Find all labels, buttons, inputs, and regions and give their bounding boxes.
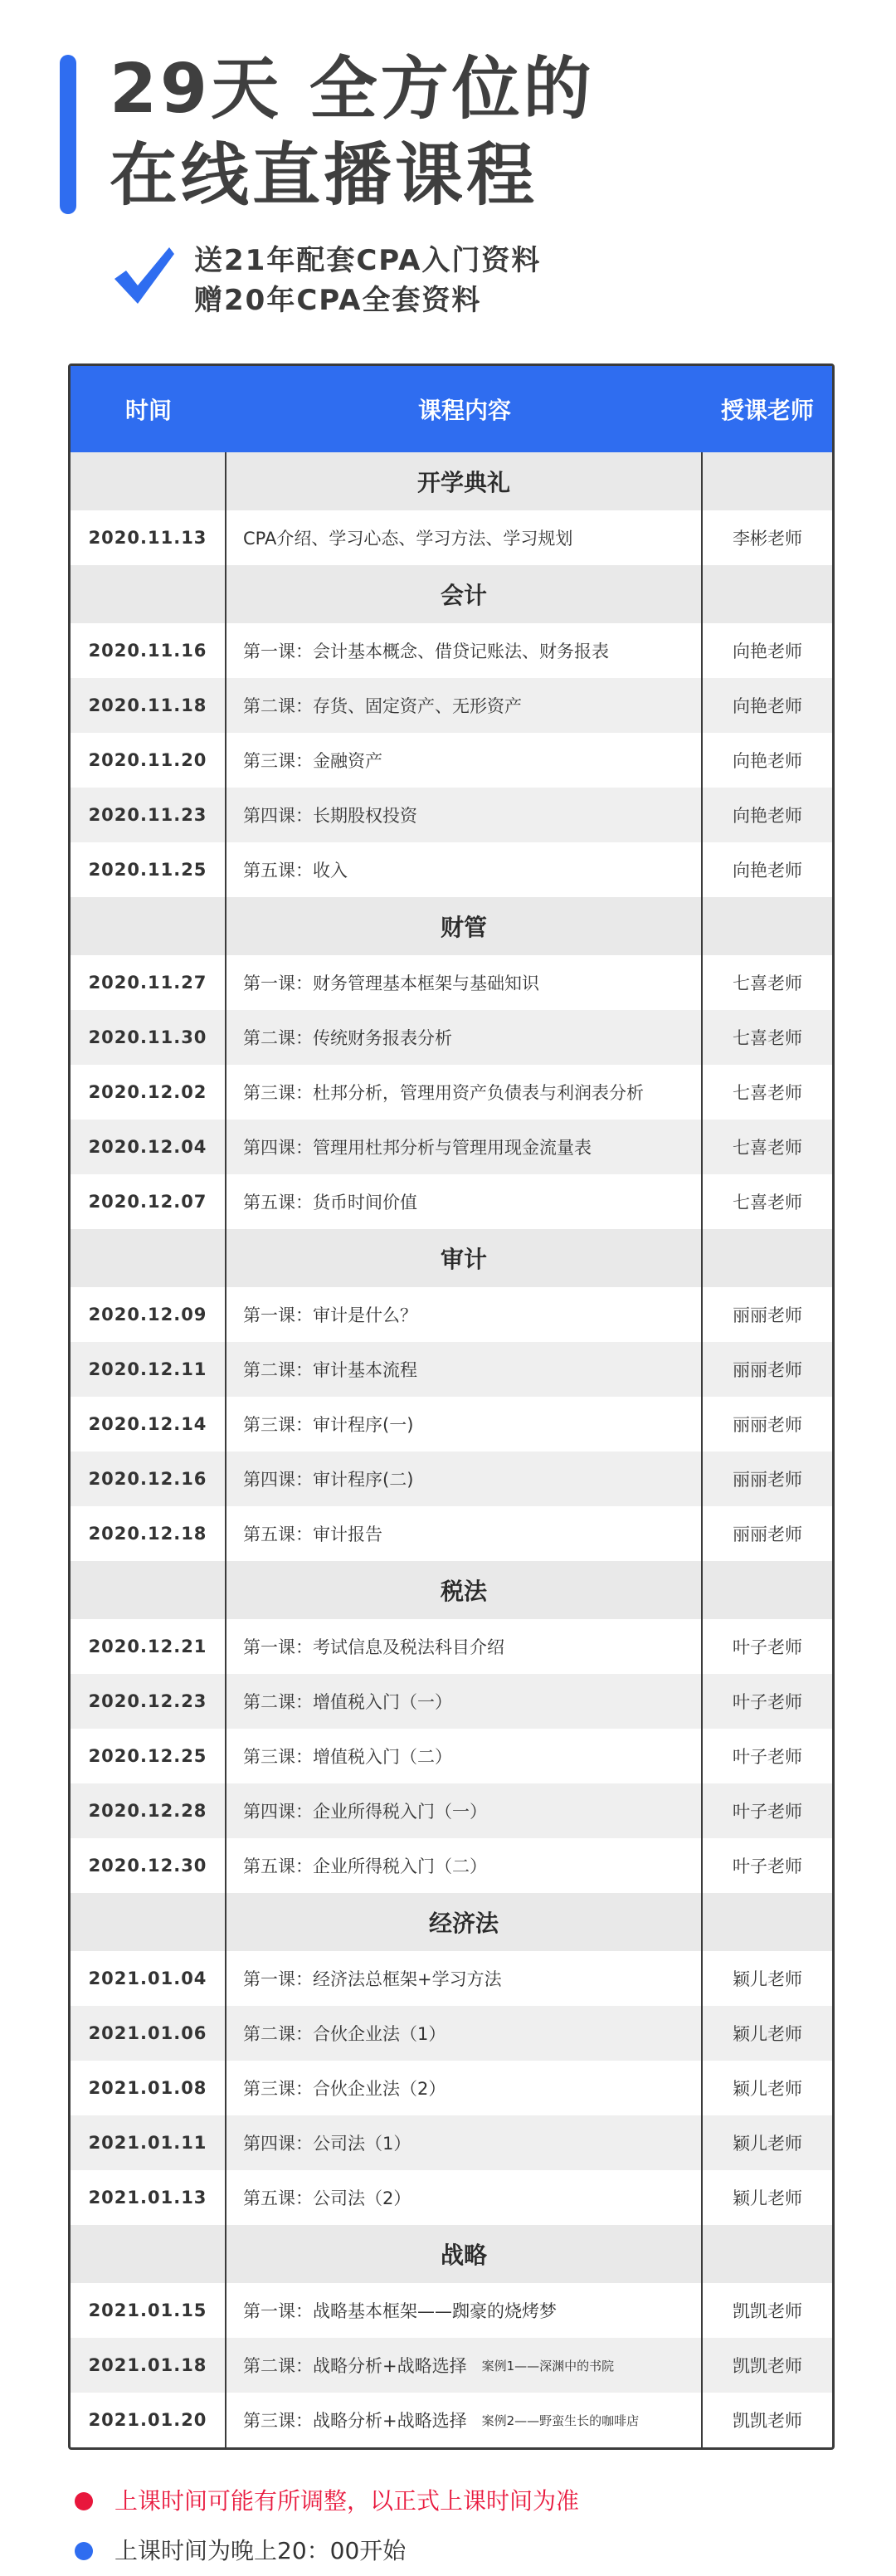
blue-dot-icon: [75, 2542, 93, 2560]
row-date: 2020.12.23: [71, 1674, 226, 1729]
table-row: [71, 2283, 832, 2338]
course-title: 第三课：合伙企业法（2）: [243, 2079, 446, 2099]
table-row: [71, 1951, 832, 2006]
section-spacer: [703, 565, 832, 623]
course-title: 第二课：战略分析+战略选择: [243, 2356, 467, 2376]
row-date: 2020.11.20: [71, 733, 226, 788]
row-teacher: 叶子老师: [733, 1747, 802, 1767]
course-title: 第四课：公司法（1）: [243, 2134, 411, 2154]
row-date: 2021.01.15: [71, 2283, 226, 2338]
row-date: 2020.11.18: [71, 678, 226, 733]
row-date: 2021.01.06: [71, 2006, 226, 2061]
row-teacher: 向艳老师: [733, 751, 802, 771]
row-content: [226, 2170, 703, 2225]
course-title: 第二课：合伙企业法（1）: [243, 2024, 446, 2044]
table-body: [71, 452, 832, 2447]
row-content: [226, 1010, 703, 1065]
course-title: 第五课：企业所得税入门（二）: [243, 1856, 487, 1876]
table-row: [71, 1397, 832, 1451]
course-title: 第三课：审计程序(一): [243, 1415, 414, 1435]
hero: [0, 0, 896, 365]
row-content: [226, 1783, 703, 1838]
row-teacher: 七喜老师: [733, 1138, 802, 1158]
section-title: 会计: [226, 565, 703, 623]
row-teacher: 颖儿老师: [733, 2134, 802, 2154]
section-title: 税法: [226, 1561, 703, 1619]
table-row: [71, 623, 832, 678]
course-title: 第二课：审计基本流程: [243, 1360, 417, 1380]
row-content: [226, 510, 703, 565]
bonus-text: [194, 241, 541, 320]
table-row: [71, 955, 832, 1010]
course-title: 第四课：企业所得税入门（一）: [243, 1802, 487, 1822]
course-title: 第三课：金融资产: [243, 751, 382, 771]
row-date: 2021.01.11: [71, 2115, 226, 2170]
row-content: [226, 788, 703, 842]
table-row: [71, 2115, 832, 2170]
note-item: [75, 2526, 579, 2576]
row-teacher: 颖儿老师: [733, 2079, 802, 2099]
row-date: 2020.12.09: [71, 1287, 226, 1342]
section-header: [71, 1561, 832, 1619]
row-content: [226, 1342, 703, 1397]
checkmark-icon: [111, 242, 178, 309]
row-content: [226, 2338, 703, 2393]
table-row: [71, 1065, 832, 1120]
row-teacher: 颖儿老师: [733, 1969, 802, 1989]
section-title: 经济法: [226, 1893, 703, 1951]
table-row: [71, 1287, 832, 1342]
course-title: 第五课：货币时间价值: [243, 1193, 417, 1212]
row-content: [226, 2393, 703, 2447]
row-teacher: 颖儿老师: [733, 2024, 802, 2044]
header-time: 时间: [124, 397, 172, 424]
row-content: [226, 1506, 703, 1561]
row-date: 2021.01.13: [71, 2170, 226, 2225]
section-spacer: [703, 2225, 832, 2283]
row-teacher: 丽丽老师: [733, 1360, 802, 1380]
row-teacher: 丽丽老师: [733, 1525, 802, 1544]
red-dot-icon: [75, 2492, 93, 2510]
table-header: [71, 366, 832, 452]
row-content: [226, 2006, 703, 2061]
row-content: [226, 1065, 703, 1120]
table-row: [71, 1174, 832, 1229]
section-header: [71, 565, 832, 623]
row-content: [226, 1397, 703, 1451]
table-row: [71, 842, 832, 897]
row-date: 2020.12.30: [71, 1838, 226, 1893]
row-content: [226, 1451, 703, 1506]
course-title: 第五课：公司法（2）: [243, 2188, 411, 2208]
row-teacher: 七喜老师: [733, 1028, 802, 1048]
section-spacer: [703, 1561, 832, 1619]
row-date: 2020.12.04: [71, 1120, 226, 1174]
course-title: 第一课：考试信息及税法科目介绍: [243, 1637, 504, 1657]
row-date: 2020.12.18: [71, 1506, 226, 1561]
row-teacher: 七喜老师: [733, 1193, 802, 1212]
section-spacer: [71, 897, 226, 955]
accent-bar: [60, 55, 76, 214]
section-spacer: [703, 897, 832, 955]
course-title: 第二课：增值税入门（一）: [243, 1692, 452, 1712]
row-date: 2020.11.23: [71, 788, 226, 842]
course-title: 第四课：审计程序(二): [243, 1470, 414, 1490]
note-item: [75, 2476, 579, 2526]
table-row: [71, 2061, 832, 2115]
header-content: 课程内容: [417, 397, 511, 424]
section-spacer: [71, 1229, 226, 1287]
course-title: 第三课：增值税入门（二）: [243, 1747, 452, 1767]
section-header: [71, 897, 832, 955]
row-teacher: 颖儿老师: [733, 2188, 802, 2208]
row-content: [226, 1838, 703, 1893]
table-row: [71, 733, 832, 788]
row-teacher: 凯凯老师: [733, 2356, 802, 2376]
table-row: [71, 1838, 832, 1893]
row-date: 2020.11.27: [71, 955, 226, 1010]
course-title: 第四课：管理用杜邦分析与管理用现金流量表: [243, 1138, 592, 1158]
row-teacher: 叶子老师: [733, 1692, 802, 1712]
table-row: [71, 1010, 832, 1065]
section-spacer: [71, 2225, 226, 2283]
row-teacher: 凯凯老师: [733, 2301, 802, 2321]
section-spacer: [71, 452, 226, 510]
table-row: [71, 2338, 832, 2393]
course-title: 第一课：会计基本概念、借贷记账法、财务报表: [243, 642, 609, 661]
course-title: 第三课：战略分析+战略选择: [243, 2411, 467, 2431]
row-content: [226, 733, 703, 788]
section-header: [71, 1229, 832, 1287]
section-title: 审计: [226, 1229, 703, 1287]
section-header: [71, 1893, 832, 1951]
bonus-line-2: 赠20年CPA全套资料: [194, 284, 482, 317]
course-title: 第二课：传统财务报表分析: [243, 1028, 452, 1048]
row-content: [226, 1729, 703, 1783]
table-row: [71, 1342, 832, 1397]
table-row: [71, 1619, 832, 1674]
row-content: [226, 955, 703, 1010]
notes: [75, 2476, 579, 2576]
course-title: 第一课：审计是什么？: [243, 1305, 417, 1325]
title-line-2: 在线直播课程: [110, 136, 538, 215]
row-date: 2020.12.11: [71, 1342, 226, 1397]
row-teacher: 向艳老师: [733, 806, 802, 826]
section-spacer: [71, 565, 226, 623]
section-spacer: [703, 1229, 832, 1287]
row-date: 2020.11.25: [71, 842, 226, 897]
table-row: [71, 1729, 832, 1783]
row-content: [226, 1174, 703, 1229]
bonus-line-1: 送21年配套CPA入门资料: [194, 244, 542, 277]
table-row: [71, 1674, 832, 1729]
row-date: 2020.12.25: [71, 1729, 226, 1783]
section-header: [71, 2225, 832, 2283]
row-date: 2020.11.16: [71, 623, 226, 678]
table-row: [71, 510, 832, 565]
row-teacher: 叶子老师: [733, 1802, 802, 1822]
row-teacher: 丽丽老师: [733, 1415, 802, 1435]
course-case: 案例2——野蛮生长的咖啡店: [481, 2413, 640, 2428]
course-title: 第一课：战略基本框架——踟豪的烧烤梦: [243, 2301, 557, 2321]
row-date: 2021.01.04: [71, 1951, 226, 2006]
row-content: [226, 2283, 703, 2338]
table-row: [71, 2006, 832, 2061]
course-title: 第二课：存货、固定资产、无形资产: [243, 696, 522, 716]
table-row: [71, 1783, 832, 1838]
course-title: 第五课：收入: [243, 861, 348, 881]
row-date: 2020.11.13: [71, 510, 226, 565]
course-title: 第一课：经济法总框架+学习方法: [243, 1969, 502, 1989]
row-date: 2021.01.08: [71, 2061, 226, 2115]
table-row: [71, 1120, 832, 1174]
row-content: [226, 1120, 703, 1174]
row-date: 2020.12.28: [71, 1783, 226, 1838]
section-spacer: [71, 1893, 226, 1951]
row-teacher: 七喜老师: [733, 1083, 802, 1103]
row-content: [226, 623, 703, 678]
row-date: 2020.12.07: [71, 1174, 226, 1229]
row-date: 2020.12.21: [71, 1619, 226, 1674]
course-title: 第一课：财务管理基本框架与基础知识: [243, 973, 539, 993]
row-teacher: 丽丽老师: [733, 1470, 802, 1490]
schedule-table: [68, 363, 835, 2450]
table-row: [71, 788, 832, 842]
row-teacher: 叶子老师: [733, 1856, 802, 1876]
row-content: [226, 1674, 703, 1729]
row-date: 2020.12.16: [71, 1451, 226, 1506]
row-teacher: 凯凯老师: [733, 2411, 802, 2431]
title-line-1: 29天 全方位的: [110, 50, 595, 129]
row-content: [226, 1951, 703, 2006]
row-date: 2020.12.14: [71, 1397, 226, 1451]
course-title: 第三课：杜邦分析，管理用资产负债表与利润表分析: [243, 1083, 644, 1103]
row-date: 2021.01.18: [71, 2338, 226, 2393]
section-spacer: [71, 1561, 226, 1619]
row-date: 2021.01.20: [71, 2393, 226, 2447]
table-row: [71, 2393, 832, 2447]
course-title: 第四课：长期股权投资: [243, 806, 417, 826]
section-title: 财管: [226, 897, 703, 955]
section-header: [71, 452, 832, 510]
row-teacher: 七喜老师: [733, 973, 802, 993]
section-spacer: [703, 1893, 832, 1951]
row-teacher: 向艳老师: [733, 861, 802, 881]
note-text: 上课时间为晚上20：00开始: [114, 2537, 407, 2564]
row-teacher: 向艳老师: [733, 696, 802, 716]
row-teacher: 向艳老师: [733, 642, 802, 661]
row-content: [226, 842, 703, 897]
table-row: [71, 678, 832, 733]
page-title: [110, 46, 595, 219]
table-row: [71, 2170, 832, 2225]
row-date: 2020.11.30: [71, 1010, 226, 1065]
row-teacher: 李彬老师: [733, 529, 802, 549]
header-teacher: 授课老师: [720, 397, 814, 424]
row-teacher: 叶子老师: [733, 1637, 802, 1657]
row-content: [226, 2115, 703, 2170]
table-row: [71, 1506, 832, 1561]
row-content: [226, 2061, 703, 2115]
course-title: 第五课：审计报告: [243, 1525, 382, 1544]
section-title: 开学典礼: [226, 452, 703, 510]
section-title: 战略: [226, 2225, 703, 2283]
course-case: 案例1——深渊中的书院: [481, 2358, 615, 2374]
row-date: 2020.12.02: [71, 1065, 226, 1120]
table-row: [71, 1451, 832, 1506]
row-content: [226, 1619, 703, 1674]
section-spacer: [703, 452, 832, 510]
row-teacher: 丽丽老师: [733, 1305, 802, 1325]
row-content: [226, 1287, 703, 1342]
course-title: CPA介绍、学习心态、学习方法、学习规划: [243, 529, 573, 549]
row-content: [226, 678, 703, 733]
note-text: 上课时间可能有所调整，以正式上课时间为准: [114, 2487, 580, 2515]
